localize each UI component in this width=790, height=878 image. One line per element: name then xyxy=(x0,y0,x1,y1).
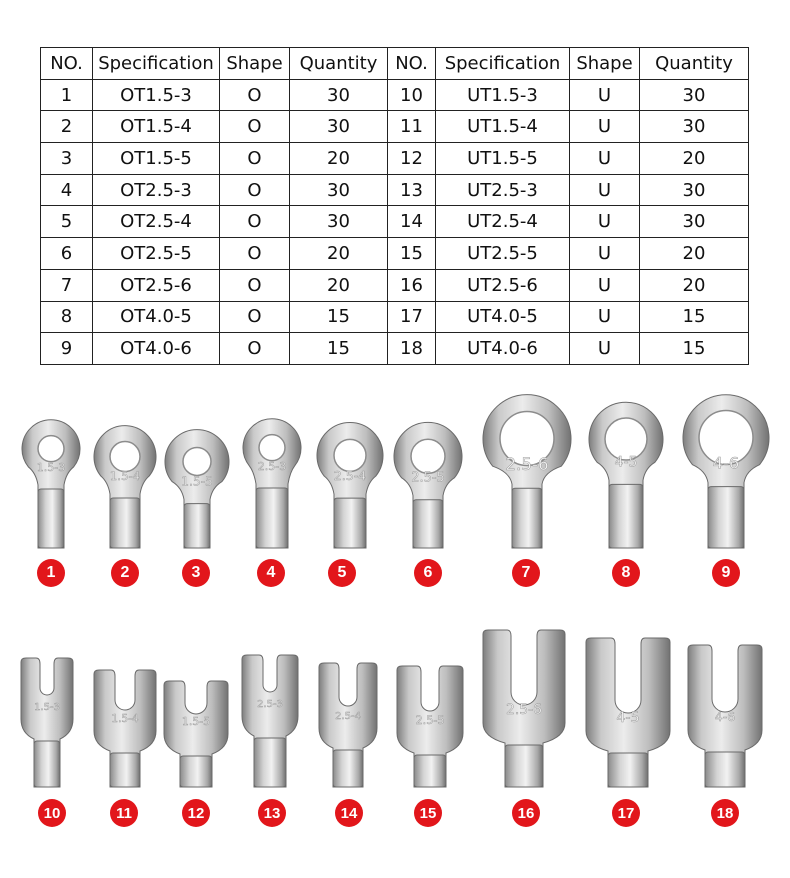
cell-shape: U xyxy=(570,301,640,333)
terminal-stamp: 2.5-6 xyxy=(505,454,549,475)
terminal-stamp: 4-6 xyxy=(712,453,740,473)
cell-no: 10 xyxy=(388,79,436,111)
terminal-number-badge: 9 xyxy=(712,559,740,587)
ring-terminal xyxy=(317,422,383,548)
header-specification: Specification xyxy=(436,48,570,80)
cell-shape: U xyxy=(570,269,640,301)
terminal-number-badge: 5 xyxy=(328,559,356,587)
cell-quantity: 15 xyxy=(290,333,388,365)
cell-shape: O xyxy=(220,238,290,270)
cell-specification: OT2.5-6 xyxy=(93,269,220,301)
cell-no: 11 xyxy=(388,111,436,143)
cell-specification: OT2.5-4 xyxy=(93,206,220,238)
cell-shape: O xyxy=(220,79,290,111)
terminal-number-badge: 13 xyxy=(258,799,286,827)
cell-no: 2 xyxy=(41,111,93,143)
fork-terminal xyxy=(586,638,670,787)
cell-specification: UT2.5-5 xyxy=(436,238,570,270)
cell-shape: U xyxy=(570,333,640,365)
header-quantity: Quantity xyxy=(290,48,388,80)
terminal-stamp: 4-5 xyxy=(616,710,640,726)
terminal-stamp: 1.5-4 xyxy=(111,713,139,725)
cell-specification: OT1.5-3 xyxy=(93,79,220,111)
cell-no: 1 xyxy=(41,79,93,111)
terminal-number-badge: 3 xyxy=(182,559,210,587)
cell-no: 14 xyxy=(388,206,436,238)
cell-shape: O xyxy=(220,301,290,333)
fork-terminal xyxy=(688,645,762,787)
terminal-number-badge: 15 xyxy=(414,799,442,827)
ring-terminal xyxy=(94,426,156,548)
header-specification: Specification xyxy=(93,48,220,80)
cell-no: 13 xyxy=(388,174,436,206)
cell-no: 15 xyxy=(388,238,436,270)
cell-quantity: 30 xyxy=(640,206,749,238)
terminal-stamp: 4-6 xyxy=(714,709,736,724)
cell-no: 16 xyxy=(388,269,436,301)
terminal-stamp: 1.5-4 xyxy=(109,469,141,484)
cell-shape: U xyxy=(570,238,640,270)
terminal-number-badge: 10 xyxy=(38,799,66,827)
cell-specification: UT1.5-5 xyxy=(436,143,570,175)
cell-specification: OT2.5-5 xyxy=(93,238,220,270)
cell-shape: U xyxy=(570,111,640,143)
cell-specification: OT1.5-4 xyxy=(93,111,220,143)
cell-quantity: 20 xyxy=(290,143,388,175)
cell-quantity: 20 xyxy=(640,269,749,301)
cell-quantity: 30 xyxy=(640,111,749,143)
cell-no: 12 xyxy=(388,143,436,175)
fork-terminal xyxy=(319,663,377,787)
terminal-number-badge: 17 xyxy=(612,799,640,827)
header-shape: Shape xyxy=(220,48,290,80)
cell-quantity: 30 xyxy=(290,111,388,143)
terminal-number-badge: 2 xyxy=(111,559,139,587)
cell-quantity: 30 xyxy=(290,206,388,238)
cell-specification: UT2.5-4 xyxy=(436,206,570,238)
terminal-number-badge: 7 xyxy=(512,559,540,587)
cell-no: 8 xyxy=(41,301,93,333)
terminal-stamp: 2.5-3 xyxy=(257,699,283,710)
ring-terminal xyxy=(165,430,229,548)
ring-terminal xyxy=(243,419,301,548)
terminal-stamp: 2.5-4 xyxy=(335,711,361,722)
terminal-stamp: 1.5-5 xyxy=(181,474,213,489)
terminal-stamp: 1.5-3 xyxy=(34,702,60,713)
cell-specification: OT2.5-3 xyxy=(93,174,220,206)
terminal-number-badge: 11 xyxy=(110,799,138,827)
cell-quantity: 30 xyxy=(290,174,388,206)
fork-terminal xyxy=(94,670,156,787)
fork-terminal xyxy=(164,681,228,787)
terminal-number-badge: 1 xyxy=(37,559,65,587)
cell-shape: U xyxy=(570,79,640,111)
cell-no: 7 xyxy=(41,269,93,301)
terminal-stamp: 2.5-3 xyxy=(257,459,287,473)
cell-no: 9 xyxy=(41,333,93,365)
fork-terminal xyxy=(242,655,298,787)
terminal-number-badge: 16 xyxy=(512,799,540,827)
ring-terminal xyxy=(22,420,80,548)
cell-quantity: 20 xyxy=(290,269,388,301)
fork-terminal xyxy=(21,658,73,787)
ring-terminal xyxy=(683,395,769,548)
cell-no: 18 xyxy=(388,333,436,365)
cell-specification: UT1.5-4 xyxy=(436,111,570,143)
cell-shape: U xyxy=(570,206,640,238)
cell-shape: O xyxy=(220,174,290,206)
cell-no: 5 xyxy=(41,206,93,238)
terminal-stamp: 1.5-3 xyxy=(36,460,66,474)
cell-specification: OT4.0-5 xyxy=(93,301,220,333)
ring-terminal xyxy=(483,395,571,548)
cell-specification: UT2.5-6 xyxy=(436,269,570,301)
cell-quantity: 30 xyxy=(290,79,388,111)
cell-shape: O xyxy=(220,206,290,238)
header-quantity: Quantity xyxy=(640,48,749,80)
cell-shape: U xyxy=(570,174,640,206)
fork-terminal xyxy=(483,630,565,787)
header-no: NO. xyxy=(41,48,93,80)
terminal-number-badge: 12 xyxy=(182,799,210,827)
terminal-number-badge: 6 xyxy=(414,559,442,587)
cell-quantity: 15 xyxy=(290,301,388,333)
cell-no: 17 xyxy=(388,301,436,333)
cell-no: 4 xyxy=(41,174,93,206)
terminal-stamp: 2.5-5 xyxy=(411,470,445,486)
terminal-stamp: 4-5 xyxy=(614,454,638,471)
cell-quantity: 20 xyxy=(640,238,749,270)
ring-terminal xyxy=(589,402,663,548)
cell-no: 3 xyxy=(41,143,93,175)
terminal-stamp: 2.5-5 xyxy=(415,714,445,727)
header-no: NO. xyxy=(388,48,436,80)
cell-quantity: 15 xyxy=(640,333,749,365)
cell-quantity: 20 xyxy=(640,143,749,175)
cell-specification: UT4.0-5 xyxy=(436,301,570,333)
cell-quantity: 30 xyxy=(640,174,749,206)
cell-shape: O xyxy=(220,333,290,365)
terminal-stamp: 2.5-4 xyxy=(333,468,367,484)
cell-shape: U xyxy=(570,143,640,175)
cell-shape: O xyxy=(220,269,290,301)
cell-quantity: 15 xyxy=(640,301,749,333)
cell-shape: O xyxy=(220,143,290,175)
terminal-stamp: 2.5-6 xyxy=(505,702,543,718)
header-shape: Shape xyxy=(570,48,640,80)
cell-quantity: 20 xyxy=(290,238,388,270)
cell-specification: OT1.5-5 xyxy=(93,143,220,175)
cell-specification: UT1.5-3 xyxy=(436,79,570,111)
cell-specification: OT4.0-6 xyxy=(93,333,220,365)
cell-specification: UT2.5-3 xyxy=(436,174,570,206)
terminal-number-badge: 14 xyxy=(335,799,363,827)
terminal-number-badge: 4 xyxy=(257,559,285,587)
fork-terminal xyxy=(397,666,463,787)
cell-quantity: 30 xyxy=(640,79,749,111)
terminal-number-badge: 8 xyxy=(612,559,640,587)
ring-terminal xyxy=(394,422,462,548)
terminal-stamp: 1.5-5 xyxy=(181,715,211,728)
cell-shape: O xyxy=(220,111,290,143)
cell-no: 6 xyxy=(41,238,93,270)
cell-specification: UT4.0-6 xyxy=(436,333,570,365)
terminal-number-badge: 18 xyxy=(711,799,739,827)
